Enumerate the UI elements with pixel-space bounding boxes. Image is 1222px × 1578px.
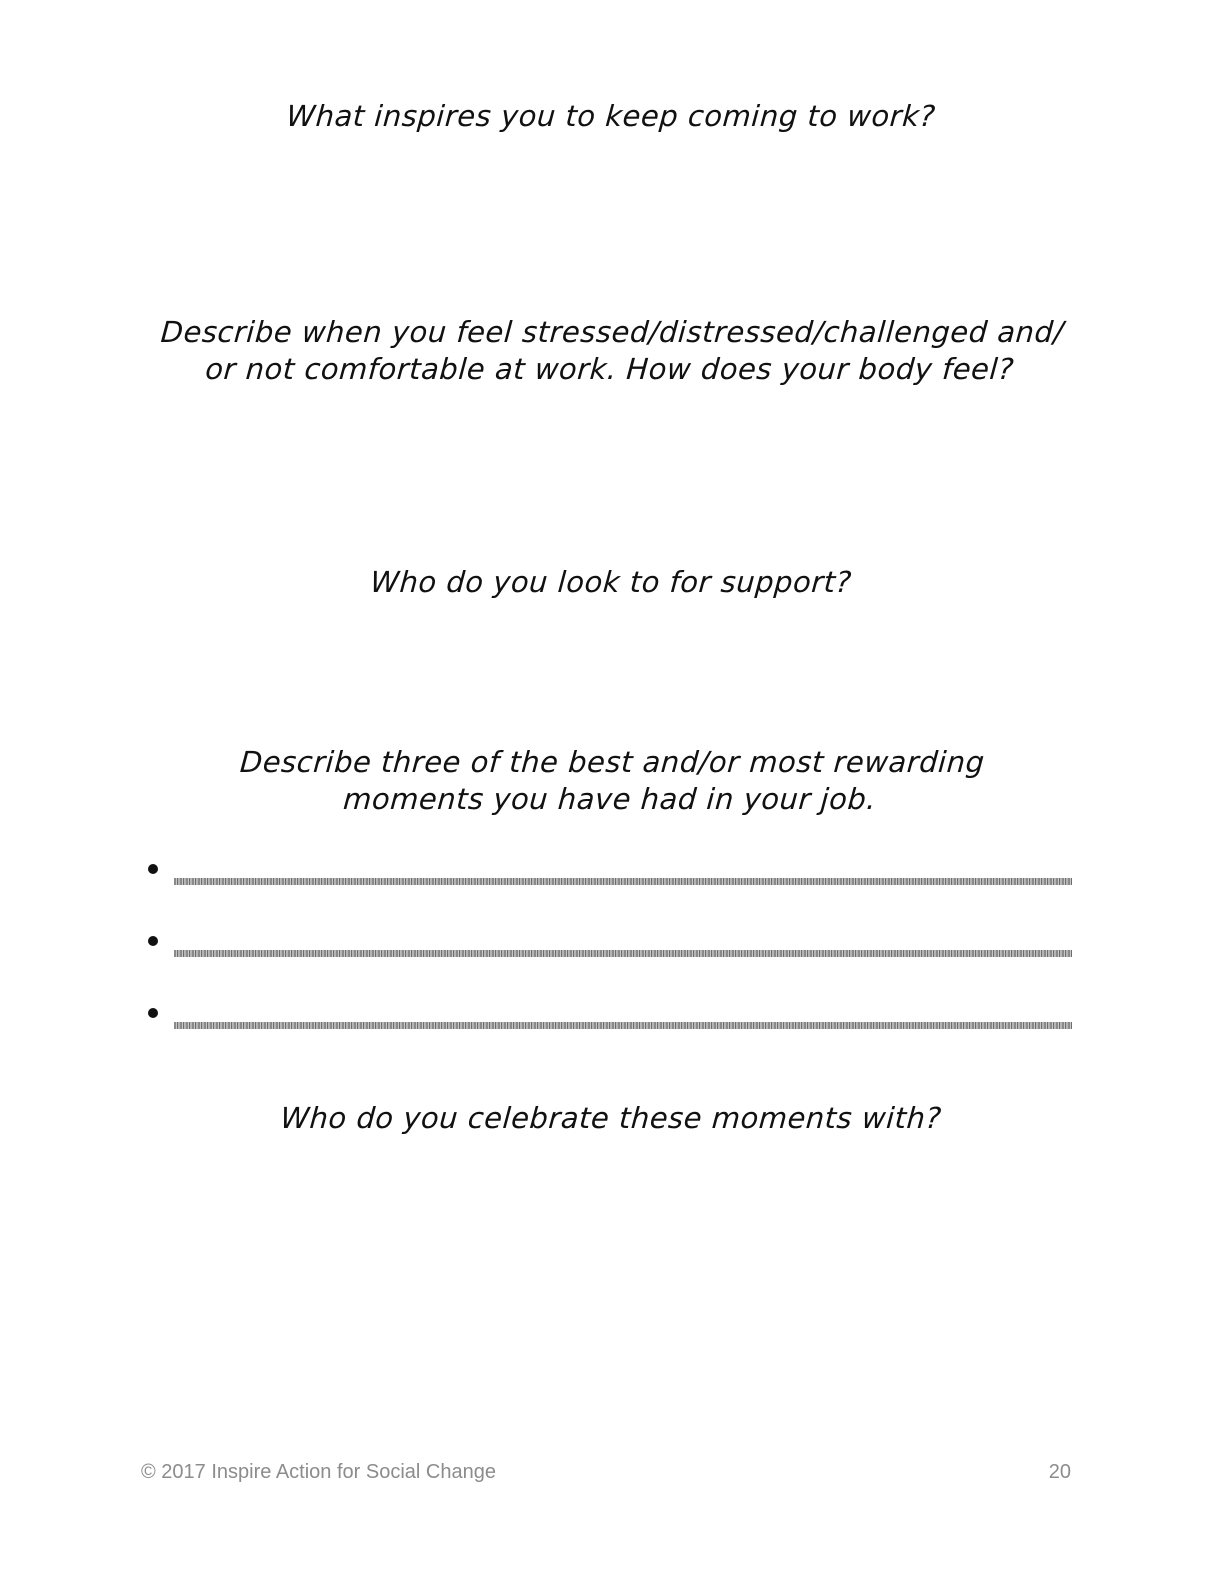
bullet-icon (148, 936, 158, 946)
answer-list (148, 856, 1072, 1072)
question-line: or not comfortable at work. How does your body feel? (204, 352, 1016, 386)
question-line: What inspires you to keep coming to work? (285, 99, 937, 133)
question-celebrate (139, 1100, 1084, 1137)
question-line: Who do you celebrate these moments with? (279, 1101, 943, 1135)
answer-line-2[interactable] (174, 950, 1072, 957)
question-line: moments you have had in your job. (342, 782, 878, 816)
list-item (148, 856, 1072, 892)
page-footer (141, 1461, 1071, 1485)
copyright-text: © 2017 Inspire Action for Social Change (141, 1461, 496, 1483)
question-line: Describe when you feel stressed/distressed/challenged and/ (159, 315, 1065, 349)
question-inspiration (139, 98, 1084, 135)
question-rewarding-moments (137, 744, 1084, 818)
answer-line-3[interactable] (174, 1022, 1072, 1029)
bullet-icon (148, 864, 158, 874)
list-item (148, 928, 1072, 964)
question-line: Describe three of the best and/or most rewarding (238, 745, 986, 779)
answer-line-1[interactable] (174, 878, 1072, 885)
page-number: 20 (1048, 1461, 1071, 1483)
bullet-icon (148, 1008, 158, 1018)
question-line: Who do you look to for support? (369, 565, 853, 599)
question-stress (137, 314, 1084, 388)
list-item (148, 1000, 1072, 1036)
question-support (139, 564, 1084, 601)
